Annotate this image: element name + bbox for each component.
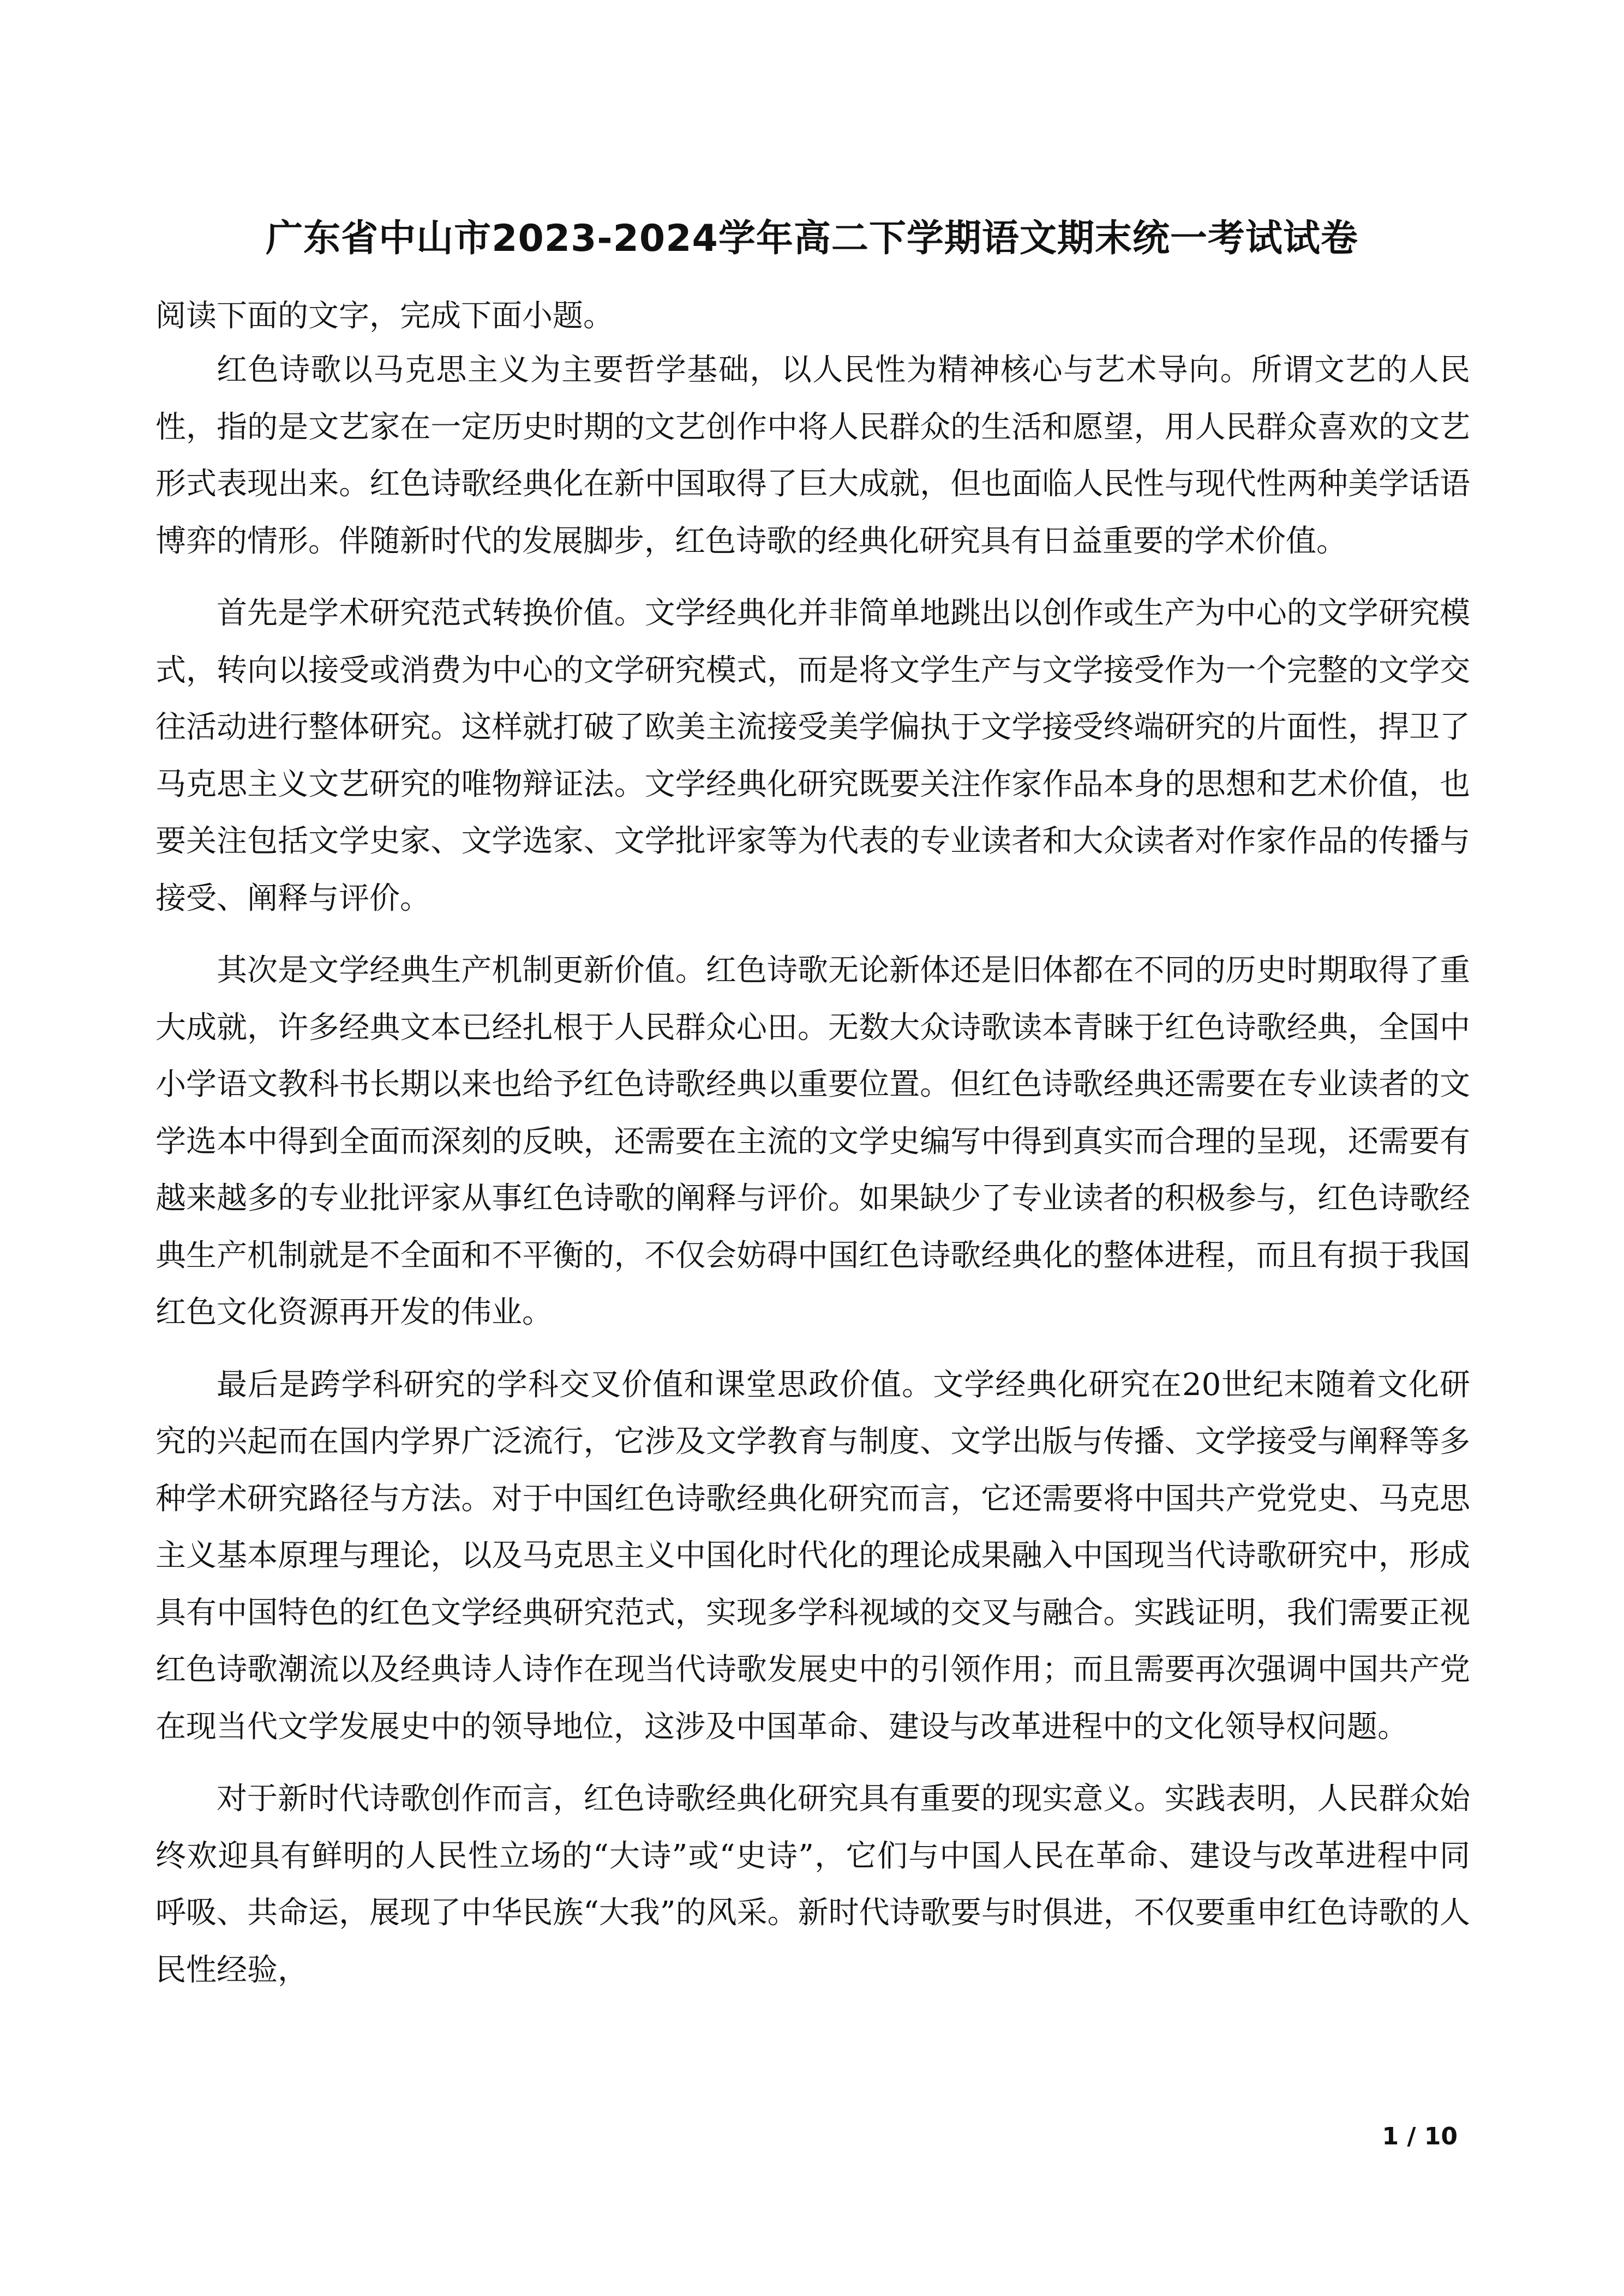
page-title: 广东省中山市2023-2024学年高二下学期语文期末统一考试试卷 [266, 217, 1358, 260]
passage-paragraph: 对于新时代诗歌创作而言，红色诗歌经典化研究具有重要的现实意义。实践表明，人民群众始终欢迎具有鲜明的人民性立场的“大诗”或“史诗”，它们与中国人民在革命、建设与改革进程中同呼吸、共命运，展现了中华民族“大我”的风采。新时代诗歌要与时俱进，不仅要重申红色诗歌的人民性经验， [155, 1781, 1470, 1988]
passage-paragraph: 首先是学术研究范式转换价值。文学经典化并非简单地跳出以创作或生产为中心的文学研究模式，转向以接受或消费为中心的文学研究模式，而是将文学生产与文学接受作为一个完整的文学交往活动进行整体研究。这样就打破了欧美主流接受美学偏执于文学接受终端研究的片面性，捍卫了马克思主义文艺研究的唯物辩证法。文学经典化研究既要关注作家作品本身的思想和艺术价值，也要关注包括文学史家、文学选家、文学批评家等为代表的专业读者和大众读者对作家作品的传播与接受、阐释与评价。 [155, 596, 1470, 916]
passage-paragraph: 最后是跨学科研究的学科交叉价值和课堂思政价值。文学经典化研究在20世纪末随着文化研究的兴起而在国内学界广泛流行，它涉及文学教育与制度、文学出版与传播、文学接受与阐释等多种学术研究路径与方法。对于中国红色诗歌经典化研究而言，它还需要将中国共产党党史、马克思主义基本原理与理论，以及马克思主义中国化时代化的理论成果融入中国现当代诗歌研究中，形成具有中国特色的红色文学经典研究范式，实现多学科视域的交叉与融合。实践证明，我们需要正视红色诗歌潮流以及经典诗人诗作在现当代诗歌发展史中的引领作用；而且需要再次强调中国共产党在现当代文学发展史中的领导地位，这涉及中国革命、建设与改革进程中的文化领导权问题。 [155, 1367, 1470, 1745]
passage-body [155, 342, 1470, 2014]
passage-paragraph: 其次是文学经典生产机制更新价值。红色诗歌无论新体还是旧体都在不同的历史时期取得了重大成就，许多经典文本已经扎根于人民群众心田。无数大众诗歌读本青睐于红色诗歌经典，全国中小学语文教科书长期以来也给予红色诗歌经典以重要位置。但红色诗歌经典还需要在专业读者的文学选本中得到全面而深刻的反映，还需要在主流的文学史编写中得到真实而合理的呈现，还需要有越来越多的专业批评家从事红色诗歌的阐释与评价。如果缺少了专业读者的积极参与，红色诗歌经典生产机制就是不全面和不平衡的，不仅会妨碍中国红色诗歌经典化的整体进程，而且有损于我国红色文化资源再开发的伟业。 [155, 953, 1470, 1330]
passage-paragraph: 红色诗歌以马克思主义为主要哲学基础，以人民性为精神核心与艺术导向。所谓文艺的人民性，指的是文艺家在一定历史时期的文艺创作中将人民群众的生活和愿望，用人民群众喜欢的文艺形式表现出来。红色诗歌经典化在新中国取得了巨大成就，但也面临人民性与现代性两种美学话语博弈的情形。伴随新时代的发展脚步，红色诗歌的经典化研究具有日益重要的学术价值。 [155, 352, 1470, 559]
page-number: 1 / 10 [1382, 2123, 1458, 2150]
reading-instruction: 阅读下面的文字，完成下面小题。 [155, 298, 614, 334]
